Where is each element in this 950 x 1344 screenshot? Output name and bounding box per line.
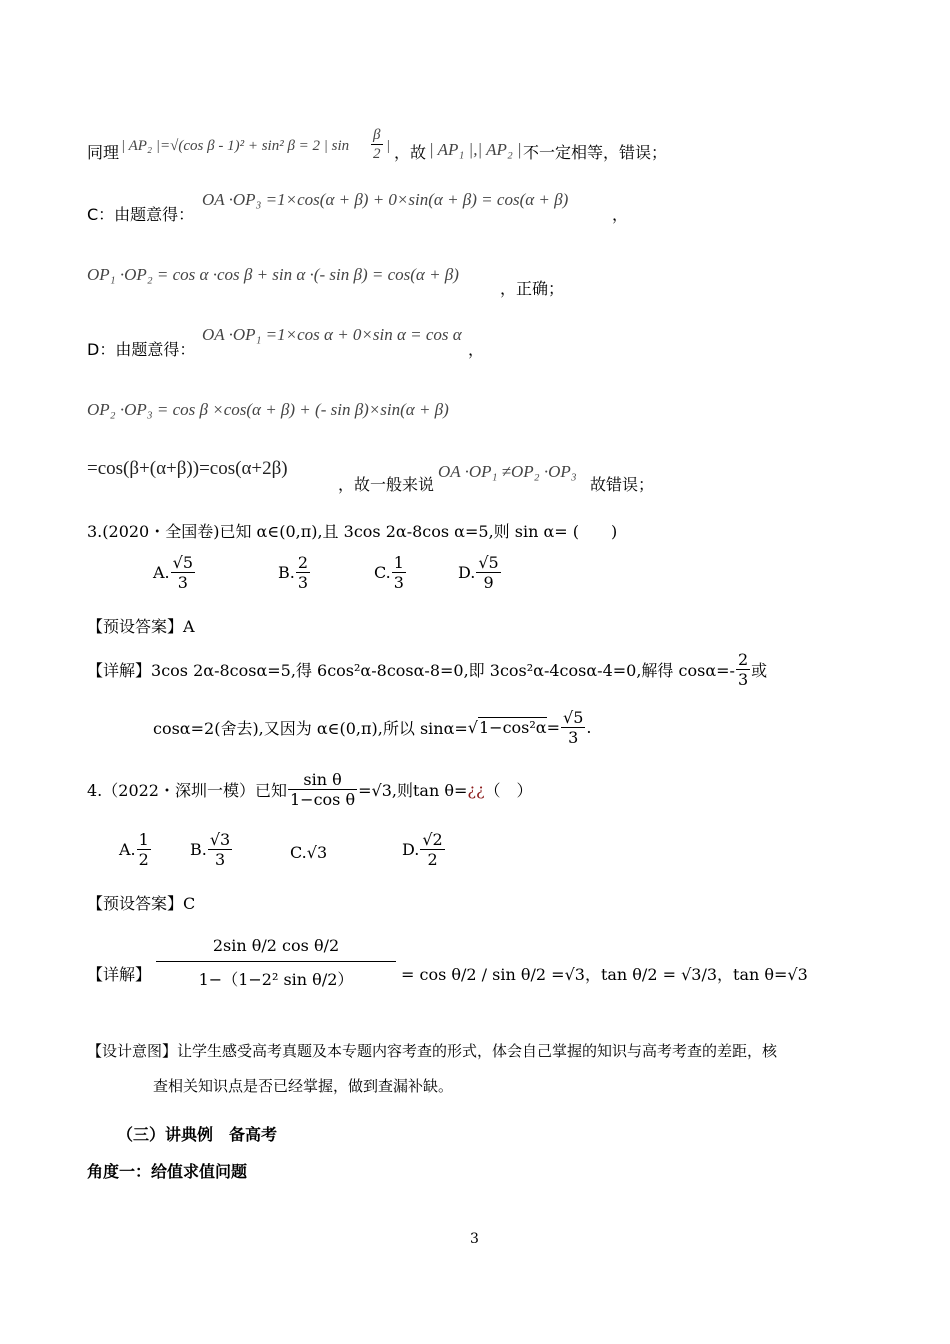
q4-answer: 【预设答案】C [87,894,196,913]
q3-stem: 3.(2020・全国卷)已知 α∈(0,π),且 3cos 2α-8cos α=5,则 sin α= ( ) [87,522,618,541]
b-prefix: 同理 [87,143,120,162]
d3-neq: OA ·OP₁ ≠OP₂ ·OP₃ [438,462,577,481]
section-heading: （三）讲典例 备高考 [117,1125,278,1144]
b-gu: ，故 [394,143,427,162]
c-formula: OA ·OP₃ =1×cos(α + β) + 0×sin(α + β) = cos(α + β) [202,190,569,209]
d3-suffix: 故错误； [590,475,655,494]
angle-heading: 角度一：给值求值问题 [87,1162,248,1181]
q3-option-d: D. $\frac{√5}{9}$ [458,553,499,593]
q3-detail-line1: 【详解】3cos 2α-8cosα=5,得 6cos²α-8cosα-8=0,即 3cos²α-4cosα-4=0,解得 cosα=- $\frac{2}{3}$ 或 [87,650,768,690]
q4-option-d: D. $\frac{√2}{2}$ [402,830,443,870]
d-comma: ， [468,340,485,359]
c2-suffix: ，正确； [500,279,565,298]
q4-option-c: C.√3 [290,843,328,862]
c2-formula: OP₁ ·OP₂ = cos α ·cos β + sin α ·(- sin β) = cos(α + β) [87,265,459,284]
b-formula: | AP₂ |=√(cos β - 1)² + sin² β = 2 | sin [121,138,350,154]
design-line1: 【设计意图】让学生感受高考真题及本专题内容考查的形式，体会自己掌握的知识与高考考查的差距，核 [87,1042,778,1060]
b-close-bar: | [386,138,391,154]
d-formula: OA ·OP₁ =1×cos α + 0×sin α = cos α [202,325,462,344]
design-line2: 查相关知识点是否已经掌握，做到查漏补缺。 [153,1077,454,1095]
d3-formula: =cos(β+(α+β))=cos(α+2β) [87,458,288,479]
b-compare: | AP₁ |,| AP₂ | [429,140,522,159]
q4-option-b: B. $\frac{√3}{3}$ [190,830,231,870]
d3-mid: ，故一般来说 [338,475,435,494]
d-prefix: D：由题意得： [87,340,196,359]
q4-detail-big-fraction: $\frac{\text{2sin θ/2 cos θ/2}}{\text{1−（1−2² sin θ/2）}}$ [156,928,396,989]
q3-option-a: A. $\frac{√5}{3}$ [153,553,194,593]
q4-stem: 4.（2022・深圳一模）已知 $\frac{\text{sin θ}}{\text{1−cos θ}}$ =√3,则tan θ=¿¿（ ） [87,770,533,810]
q4-option-a: A. $\frac{1}{2}$ [119,830,149,870]
q3-detail-line2: cosα=2(舍去),又因为 α∈(0,π),所以 sinα=√1−cos²α= $\frac{√5}{3}$ . [153,708,592,748]
q3-option-b: B. $\frac{2}{3}$ [278,553,309,593]
d2-formula: OP₂ ·OP₃ = cos β ×cos(α + β) + (- sin β)×sin(α + β) [87,400,449,419]
page-number: 3 [470,1231,479,1247]
c-prefix: C：由题意得： [87,205,195,224]
q3-answer: 【预设答案】A [87,617,195,636]
b-half-fraction: $\frac{\beta}{2}$ [373,127,381,162]
b-suffix: 不一定相等，错误； [523,143,668,162]
q3-option-c: C. $\frac{1}{3}$ [374,553,404,593]
c-comma: ， [612,205,629,224]
